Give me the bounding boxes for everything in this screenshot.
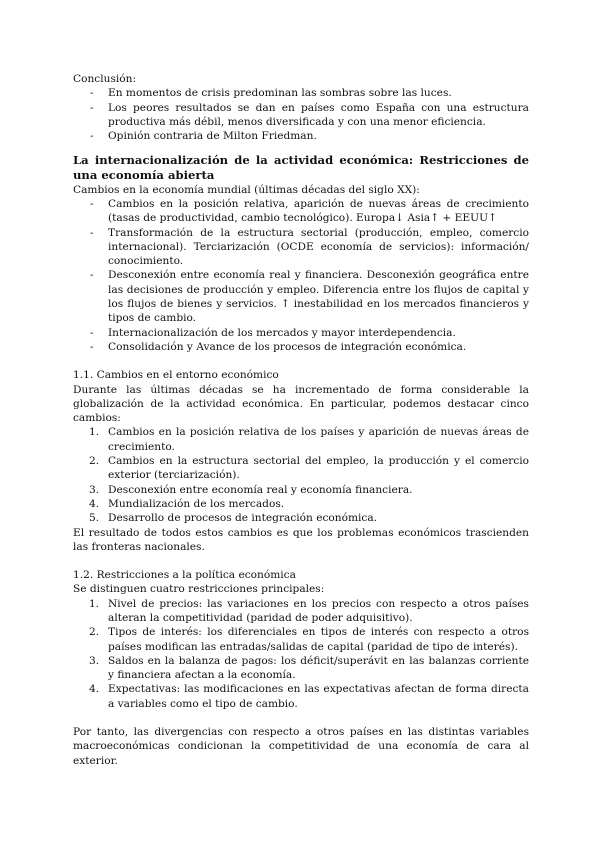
changes-list xyxy=(73,197,529,354)
cinco-cambios-list xyxy=(73,425,529,525)
section-intro: Cambios en la economía mundial (últimas décadas del siglo XX): xyxy=(73,183,420,196)
conclusion-heading: Conclusión: xyxy=(73,73,137,85)
list-item: - Los peores resultados se dan en países como España con una estructura productiva más débil, menos diversificada y con una menor eficiencia. xyxy=(73,101,529,130)
list-item: 5. Desarrollo de procesos de integración económica. xyxy=(89,512,378,525)
list-item: - Desconexión entre economía real y financiera. Desconexión geográfica entre las decisiones de producción y empleo. Diferencia entre los flujos de capital y los flujos de bienes y servicios. ↑ inestabilidad en los mercados financieros y tipos de cambio. xyxy=(73,268,529,325)
conclusion-list xyxy=(73,86,529,143)
section-title: La internacionalización de la actividad económica: Restricciones de una economía abierta xyxy=(73,153,529,183)
subsection-title-1-2: 1.2. Restricciones a la política económica xyxy=(73,569,296,582)
restricciones-list xyxy=(73,597,529,711)
list-item: 4. Mundialización de los mercados. xyxy=(89,497,285,510)
list-item: 1. Cambios en la posición relativa de los países y aparición de nuevas áreas de crecimiento. xyxy=(89,426,529,453)
subsection-title-1-1: 1.1. Cambios en el entorno económico xyxy=(73,369,279,382)
subsection-outro-1-1: El resultado de todos estos cambios es que los problemas económicos trascienden las fronteras nacionales. xyxy=(73,526,529,553)
list-item: - En momentos de crisis predominan las sombras sobre las luces. xyxy=(73,86,529,100)
list-item: - Consolidación y Avance de los procesos de integración económica. xyxy=(73,340,529,354)
list-item: 3. Desconexión entre economía real y economía financiera. xyxy=(89,483,413,496)
list-item: 3. Saldos en la balanza de pagos: los déficit/superávit en las balanzas corriente y financiera afectan a la economía. xyxy=(89,654,529,682)
list-item: 4. Expectativas: las modificaciones en las expectativas afectan de forma directa a variables como el tipo de cambio. xyxy=(89,683,529,710)
list-item: - Transformación de la estructura sectorial (producción, empleo, comercio internacional). Terciarización (OCDE economía de servicios): información/ conocimiento. xyxy=(73,226,529,269)
list-item: - Cambios en la posición relativa, aparición de nuevas áreas de crecimiento (tasas de productividad, cambio tecnológico). Europa↓ Asia↑ + EEUU↑ xyxy=(73,197,529,226)
subsection-intro-1-1: Durante las últimas décadas se ha incrementado de forma considerable la globalización de la actividad económica. En particular, podemos destacar cinco cambios: xyxy=(73,383,529,425)
list-item: 1. Nivel de precios: las variaciones en los precios con respecto a otros países alteran la competitividad (paridad de poder adquisitivo). xyxy=(89,597,529,624)
list-item: 2. Tipos de interés: los diferenciales en tipos de interés con respecto a otros países modifican las entradas/salidas de capital (paridad de tipo de interés). xyxy=(89,626,529,653)
list-item: - Opinión contraria de Milton Friedman. xyxy=(73,129,529,143)
closing-paragraph: Por tanto, las divergencias con respecto a otros países en las distintas variables macroeconómicas condicionan la competitividad de una economía de cara al exterior. xyxy=(73,726,529,767)
subsection-intro-1-2: Se distinguen cuatro restricciones principales: xyxy=(73,583,325,596)
list-item: 2. Cambios en la estructura sectorial del empleo, la producción y el comercio exterior (terciarización). xyxy=(89,455,529,482)
list-item: - Internacionalización de los mercados y mayor interdependencia. xyxy=(73,326,529,340)
document-page xyxy=(73,72,529,768)
